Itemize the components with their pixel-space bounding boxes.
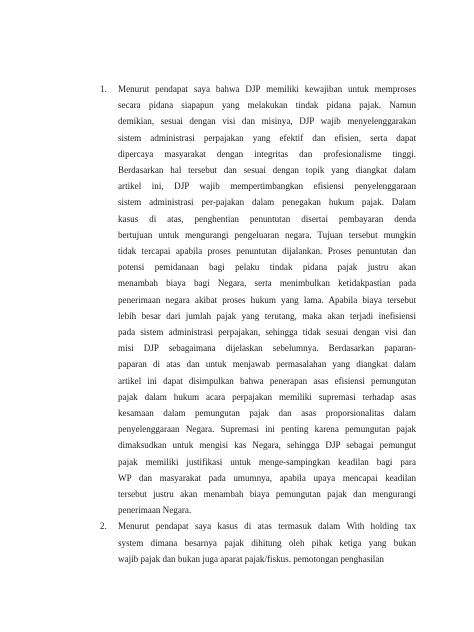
text-line: dipercaya masyarakat dengan integritas dan profesionalisme tinggi. xyxy=(118,148,416,159)
text-line: potensi pemidanaan bagi pelaku tindak pidana pajak justru akan xyxy=(118,262,416,273)
text-line: sistem administrasi perpajakan yang efektif dan efisien, serta dapat xyxy=(118,132,416,143)
text-line: kesamaan dalam pemungutan pajak dan asas proporsionalitas dalam xyxy=(118,408,416,419)
text-line: pajak memiliki justifikasi untuk menge-sampingkan keadilan bagi para xyxy=(118,456,416,467)
text-line: Berdasarkan hal tersebut dan sesuai dengan topik yang diangkat dalam xyxy=(118,165,416,176)
text-line: Menurut pendapat saya bahwa DJP memiliki kewajiban untuk memproses xyxy=(118,84,416,94)
text-line: sistem administrasi per-pajakan dalam penegakan hukum pajak. Dalam xyxy=(118,197,416,208)
text-line: artikel ini, DJP wajib mempertimbangkan efisiensi penyelenggaraan xyxy=(118,181,416,192)
text-line: menambah biaya bagi Negara, serta menimbulkan ketidakpastian pada xyxy=(118,278,416,289)
text-line: pajak dalam hukum acara perpajakan memiliki supremasi terhadap asas xyxy=(118,391,416,402)
paragraph-text xyxy=(118,518,416,567)
list-item-number: 2. xyxy=(100,521,107,532)
text-line: penerimaan negara akibat proses hukum yang lama. Apabila biaya tersebut xyxy=(118,294,416,305)
list-item-number: 1. xyxy=(100,84,107,94)
text-line: system dimana besarnya pajak dihitung oleh pihak ketiga yang bukan xyxy=(118,537,416,548)
text-line: lebih besar dari jumlah pajak yang terutang, maka akan terjadi inefisiensi xyxy=(118,310,416,321)
list-item xyxy=(100,518,416,567)
text-line: bertujuan untuk mengurangi pengeluaran negara. Tujuan tersebut mungkin xyxy=(118,229,416,240)
text-line: tersebut justru akan menambah biaya pemungutan pajak dan mengurangi xyxy=(118,489,416,500)
text-line: tidak tercapai apabila proses penuntutan dijalankan. Proses penuntutan dan xyxy=(118,246,416,257)
text-line: demikian, sesuai dengan visi dan misinya, DJP wajib menyelenggarakan xyxy=(118,116,416,127)
text-line: WP dan masyarakat pada umumnya, apabila upaya mencapai keadilan xyxy=(118,472,416,483)
text-line: penyelenggaraan Negara. Supremasi ini penting karena pemungutan pajak xyxy=(118,424,416,435)
text-line: paparan di atas dan untuk menjawab permasalahan yang diangkat dalam xyxy=(118,359,416,370)
text-line: misi DJP sebagaimana dijelaskan sebelumnya. Berdasarkan paparan- xyxy=(118,343,416,354)
text-line: pada sistem administrasi perpajakan, sehingga tidak sesuai dengan visi dan xyxy=(118,327,416,338)
text-line: Menurut pendapat saya kasus di atas termasuk dalam With holding tax xyxy=(118,521,416,532)
paragraph-text xyxy=(118,81,416,518)
text-line: kasus di atas, penghentian penuntutan disertai pembayaran denda xyxy=(118,213,416,224)
list-item xyxy=(100,81,416,518)
text-line: artikel ini dapat disimpulkan bahwa penerapan asas efisiensi pemungutan xyxy=(118,375,416,386)
numbered-list xyxy=(100,81,416,567)
text-line: wajib pajak dan bukan juga aparat pajak/fiskus. pemotongan penghasilan xyxy=(118,553,384,564)
text-line: secara pidana siapapun yang melakukan tindak pidana pajak. Namun xyxy=(118,100,416,111)
text-line: penerimaan Negara. xyxy=(118,505,192,516)
text-line: dimaksudkan untuk mengisi kas Negara, sehingga DJP sebagai pemungut xyxy=(118,440,416,451)
